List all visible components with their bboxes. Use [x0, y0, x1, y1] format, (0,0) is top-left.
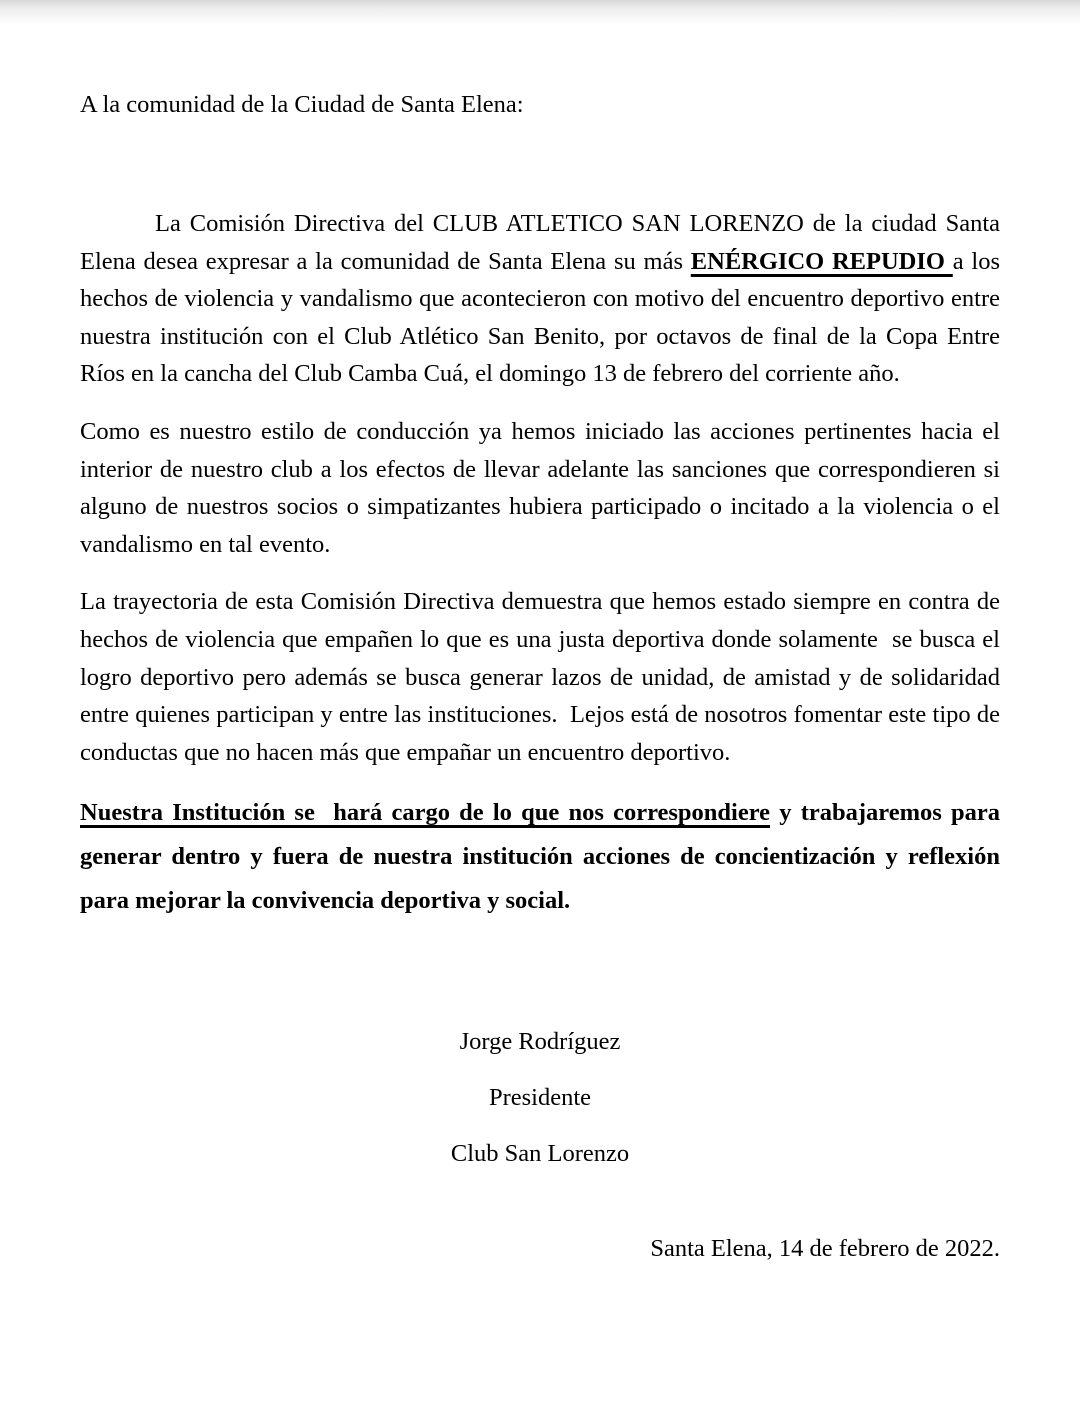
- salutation: A la comunidad de la Ciudad de Santa Elena:: [80, 91, 524, 118]
- signature-block: [80, 1023, 1000, 1172]
- paragraph-repudio-lead: La Comisión Directiva del CLUB ATLETICO SAN LORENZO de la ciudad Santa Elena desea expresar a la comunidad de Santa Elena su más: [80, 210, 1000, 275]
- energico-repudio-emphasis: ENÉRGICO REPUDIO: [690, 247, 953, 275]
- paragraph-actions: Como es nuestro estilo de conducción ya hemos iniciado las acciones pertinentes hacia el interior de nuestro club a los efectos de llevar adelante las sanciones que correspondieren si alguno de nuestros socios o simpatizantes hubiera participado o incitado a la violencia o el vandalismo en tal evento.: [80, 417, 1000, 558]
- commitment-rest-segment: y trabajaremos para generar dentro y fuera de nuestra institución acciones de concientización y reflexión para mejorar la convivencia deportiva y social.: [80, 799, 1000, 915]
- paragraph-repudio: [80, 205, 1000, 393]
- signature-title: Presidente: [488, 1084, 592, 1112]
- signature-name: Jorge Rodríguez: [459, 1028, 621, 1056]
- paragraph-commitment: [80, 791, 1000, 923]
- dateline: Santa Elena, 14 de febrero de 2022.: [650, 1235, 1000, 1263]
- paragraph-repudio-tail: a los hechos de violencia y vandalismo que acontecieron con motivo del encuentro deportivo entre nuestra institución con el Club Atlético San Benito, por octavos de final de la Copa Entre Ríos en la cancha del Club Camba Cuá, el domingo 13 de febrero del corriente año.: [80, 247, 1001, 388]
- paragraph-trajectory: La trayectoria de esta Comisión Directiva demuestra que hemos estado siempre en contra de hechos de violencia que empañen lo que es una justa deportiva donde solamente se busca el logro deportivo pero además se busca generar lazos de unidad, de amistad y de solidaridad entre quienes participan y entre las instituciones. Lejos está de nosotros fomentar este tipo de conductas que no hacen más que empañar un encuentro deportivo.: [80, 588, 1000, 766]
- signature-organization: Club San Lorenzo: [450, 1140, 630, 1168]
- commitment-underlined-segment: Nuestra Institución se hará cargo de lo que nos correspondiere: [80, 799, 771, 827]
